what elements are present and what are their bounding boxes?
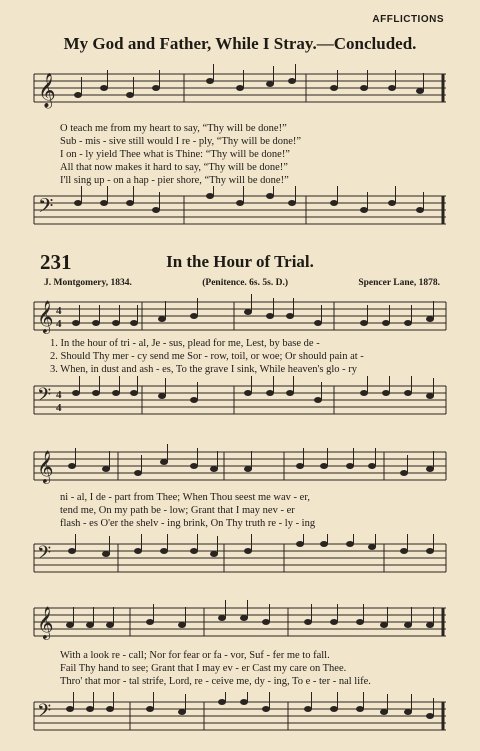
continued-hymn-title: My God and Father, While I Stray.—Concluded. [63, 34, 417, 53]
lyric-line: Sub - mis - sive still would I re - ply, “Thy will be done!” [60, 136, 302, 147]
section-label: AFFLICTIONS [372, 14, 444, 25]
svg-text:𝄞: 𝄞 [37, 452, 54, 483]
svg-text:𝄞: 𝄞 [37, 302, 54, 333]
lyric-line: Fail Thy hand to see; Grant that I may ev - er Cast my care on Thee. [60, 663, 347, 674]
treble-staff-continued [34, 70, 446, 110]
lyric-line: 3. When, in dust and ash - es, To the grave I sink, While heaven's glo - ry [50, 364, 358, 375]
bass-staff-3 [34, 698, 446, 734]
svg-text:𝄞: 𝄞 [38, 74, 56, 107]
hymn-number: 231 [40, 250, 72, 274]
system3-lyrics [60, 649, 440, 688]
system2-lyrics [60, 491, 440, 530]
lyric-line: tend me, On my path be - low; Grant that I may nev - er [60, 505, 295, 516]
svg-text:4: 4 [56, 305, 62, 317]
lyric-line: With a look re - call; Nor for fear or fa - vor, Suf - fer me to fall. [60, 650, 330, 661]
lyric-line: I'll sing up - on a hap - pier shore, “Thy will be done!” [60, 175, 289, 186]
bass-staff-1 [34, 382, 446, 418]
bass-staff-continued [34, 192, 446, 232]
treble-staff-1 [34, 298, 446, 334]
hymn-title: In the Hour of Trial. [166, 252, 314, 271]
lyric-line: I on - ly yield Thee what is Thine: “Thy will be done!” [60, 149, 290, 160]
lyric-line: 1. In the hour of tri - al, Je - sus, plead for me, Lest, by base de - [50, 338, 320, 349]
system1-lyrics [50, 337, 430, 376]
svg-text:𝄢: 𝄢 [38, 196, 54, 222]
treble-staff-3 [34, 604, 446, 640]
lyric-line: flash - es O'er the shelv - ing brink, On Thy truth re - ly - ing [60, 518, 316, 529]
svg-text:𝄢: 𝄢 [37, 384, 52, 409]
svg-text:4: 4 [56, 318, 62, 330]
bass-staff-2 [34, 540, 446, 576]
lyric-line: All that now makes it hard to say, “Thy will be done!” [60, 162, 288, 173]
lyric-line: O teach me from my heart to say, “Thy will be done!” [60, 123, 287, 134]
tune-meter: (Penitence. 6s. 5s. D.) [202, 278, 288, 288]
hymn-credits [44, 278, 440, 288]
svg-text:𝄞: 𝄞 [37, 608, 54, 639]
continued-verse-lyrics [60, 122, 440, 187]
lyric-line: Thro' that mor - tal strife, Lord, re - ceive me, dy - ing, To e - ter - nal life. [60, 676, 371, 687]
treble-staff-2 [34, 448, 446, 484]
lyric-line: 2. Should Thy mer - cy send me Sor - row, toil, or woe; Or should pain at - [50, 351, 364, 362]
svg-text:𝄢: 𝄢 [37, 700, 52, 725]
author: J. Montgomery, 1834. [44, 278, 132, 288]
svg-text:𝄢: 𝄢 [37, 542, 52, 567]
composer: Spencer Lane, 1878. [358, 278, 440, 288]
lyric-line: ni - al, I de - part from Thee; When Thou seest me wav - er, [60, 492, 311, 503]
svg-text:4: 4 [56, 402, 62, 414]
svg-text:4: 4 [56, 389, 62, 401]
